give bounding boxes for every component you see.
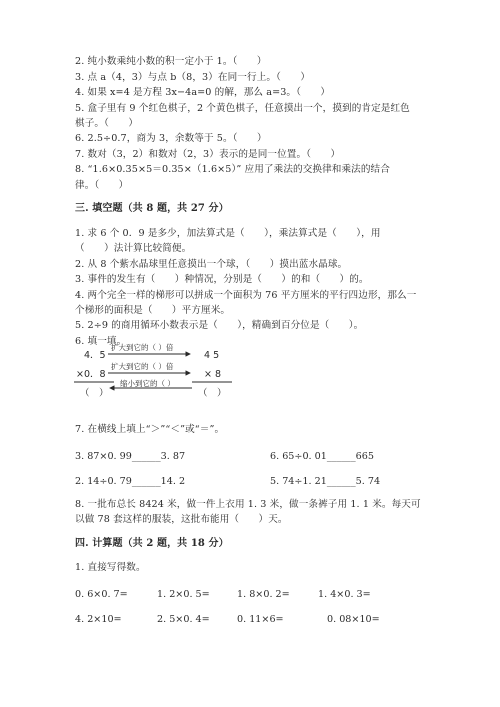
diagram-arrow-label-3: 缩小到它的（ ） bbox=[120, 379, 175, 388]
calc-item: 1. 2×0. 5= bbox=[157, 589, 210, 600]
section-heading: 四. 计算题（共 2 题，共 18 分） bbox=[75, 538, 229, 549]
calc-item: 0. 08×10= bbox=[327, 614, 380, 625]
question-line: 6. 填一填。 bbox=[75, 336, 127, 347]
question-line: 2. 从 8 个紫水晶球里任意摸出一个球，（ ）摸出蓝水晶球。 bbox=[75, 259, 348, 270]
judgment-item: 棋子。（ ） bbox=[75, 118, 139, 129]
question-line: 4. 两个完全一样的梯形可以拼成一个面积为 76 平方厘米的平行四边形，那么一 bbox=[75, 290, 417, 301]
compare-item: 2. 14÷0. 79______14. 2 bbox=[75, 476, 186, 487]
judgment-item: 6. 2.5÷0.7，商为 3，余数等于 5。（ ） bbox=[75, 133, 267, 144]
judgment-item: 5. 盒子里有 9 个红色棋子，2 个黄色棋子，任意摸出一个，摸到的肯定是红色 bbox=[75, 103, 410, 114]
compare-item: 3. 87×0. 99______3. 87 bbox=[75, 451, 186, 462]
diagram-factor-2: ×0．8 bbox=[76, 369, 106, 380]
judgment-item: 3. 点 a（4，3）与点 b（8，3）在同一行上。（ ） bbox=[75, 72, 311, 83]
calc-item: 1. 8×0. 2= bbox=[237, 589, 290, 600]
diagram-result-factor-1: 4 5 bbox=[204, 350, 220, 361]
calc-item: 1. 4×0. 3= bbox=[318, 589, 371, 600]
diagram-product-blank-left: （ ） bbox=[80, 388, 109, 399]
question-line: 8. 一批布总长 8424 米，做一件上衣用 1. 3 米，做一条裤子用 1. 1 米。每天可 bbox=[75, 499, 421, 510]
calc-item: 2. 5×0. 4= bbox=[157, 614, 210, 625]
calc-item: 0. 6×0. 7= bbox=[75, 589, 128, 600]
judgment-item: 8. “1.6×0.35×5＝0.35×（1.6×5）” 应用了乘法的交换律和乘法的结合 bbox=[75, 164, 390, 175]
calc-item: 0. 11×6= bbox=[237, 614, 284, 625]
multiplication-diagram bbox=[70, 340, 250, 404]
question-line: 以做 78 套这样的服装，这批布能用（ ）天。 bbox=[75, 514, 288, 525]
diagram-product-blank-right: （ ） bbox=[198, 388, 227, 399]
question-line: （ ）法计算比较简便。 bbox=[75, 243, 192, 254]
diagram-result-factor-2: × 8 bbox=[204, 369, 222, 380]
question-line: 个梯形的面积是（ ）平方厘米。 bbox=[75, 305, 231, 316]
judgment-item: 律。（ ） bbox=[75, 180, 129, 191]
question-line: 1. 直接写得数。 bbox=[75, 562, 146, 573]
compare-item: 6. 65÷0. 01______665 bbox=[270, 451, 374, 462]
question-line: 5. 2÷9 的商用循环小数表示是（ ），精确到百分位是（ ）。 bbox=[75, 320, 364, 331]
diagram-arrow-label-2: 扩大到它的（ ）倍 bbox=[111, 362, 174, 371]
judgment-item: 4. 如果 x=4 是方程 3x−4a=0 的解，那么 a=3。（ ） bbox=[75, 87, 331, 98]
diagram-arrow-label-1: 扩大到它的（ ）倍 bbox=[111, 343, 174, 352]
compare-item: 5. 74÷1. 21______5. 74 bbox=[270, 476, 381, 487]
question-line: 1. 求 6 个 0．9 是多少，加法算式是（ ），乘法算式是（ ），用 bbox=[75, 228, 381, 239]
judgment-item: 2. 纯小数乘纯小数的积一定小于 1。（ ） bbox=[75, 56, 267, 67]
question-line: 3. 事件的发生有（ ）种情况，分别是（ ）的和（ ）的。 bbox=[75, 274, 369, 285]
diagram-factor-1: 4．5 bbox=[84, 350, 106, 361]
calc-item: 4. 2×10= bbox=[75, 614, 122, 625]
judgment-item: 7. 数对（3，2）和数对（2，3）表示的是同一位置。（ ） bbox=[75, 149, 341, 160]
question-line: 7. 在横线上填上“＞”“＜”或“＝”。 bbox=[75, 424, 225, 435]
section-heading: 三. 填空题（共 8 题，共 27 分） bbox=[75, 203, 229, 214]
